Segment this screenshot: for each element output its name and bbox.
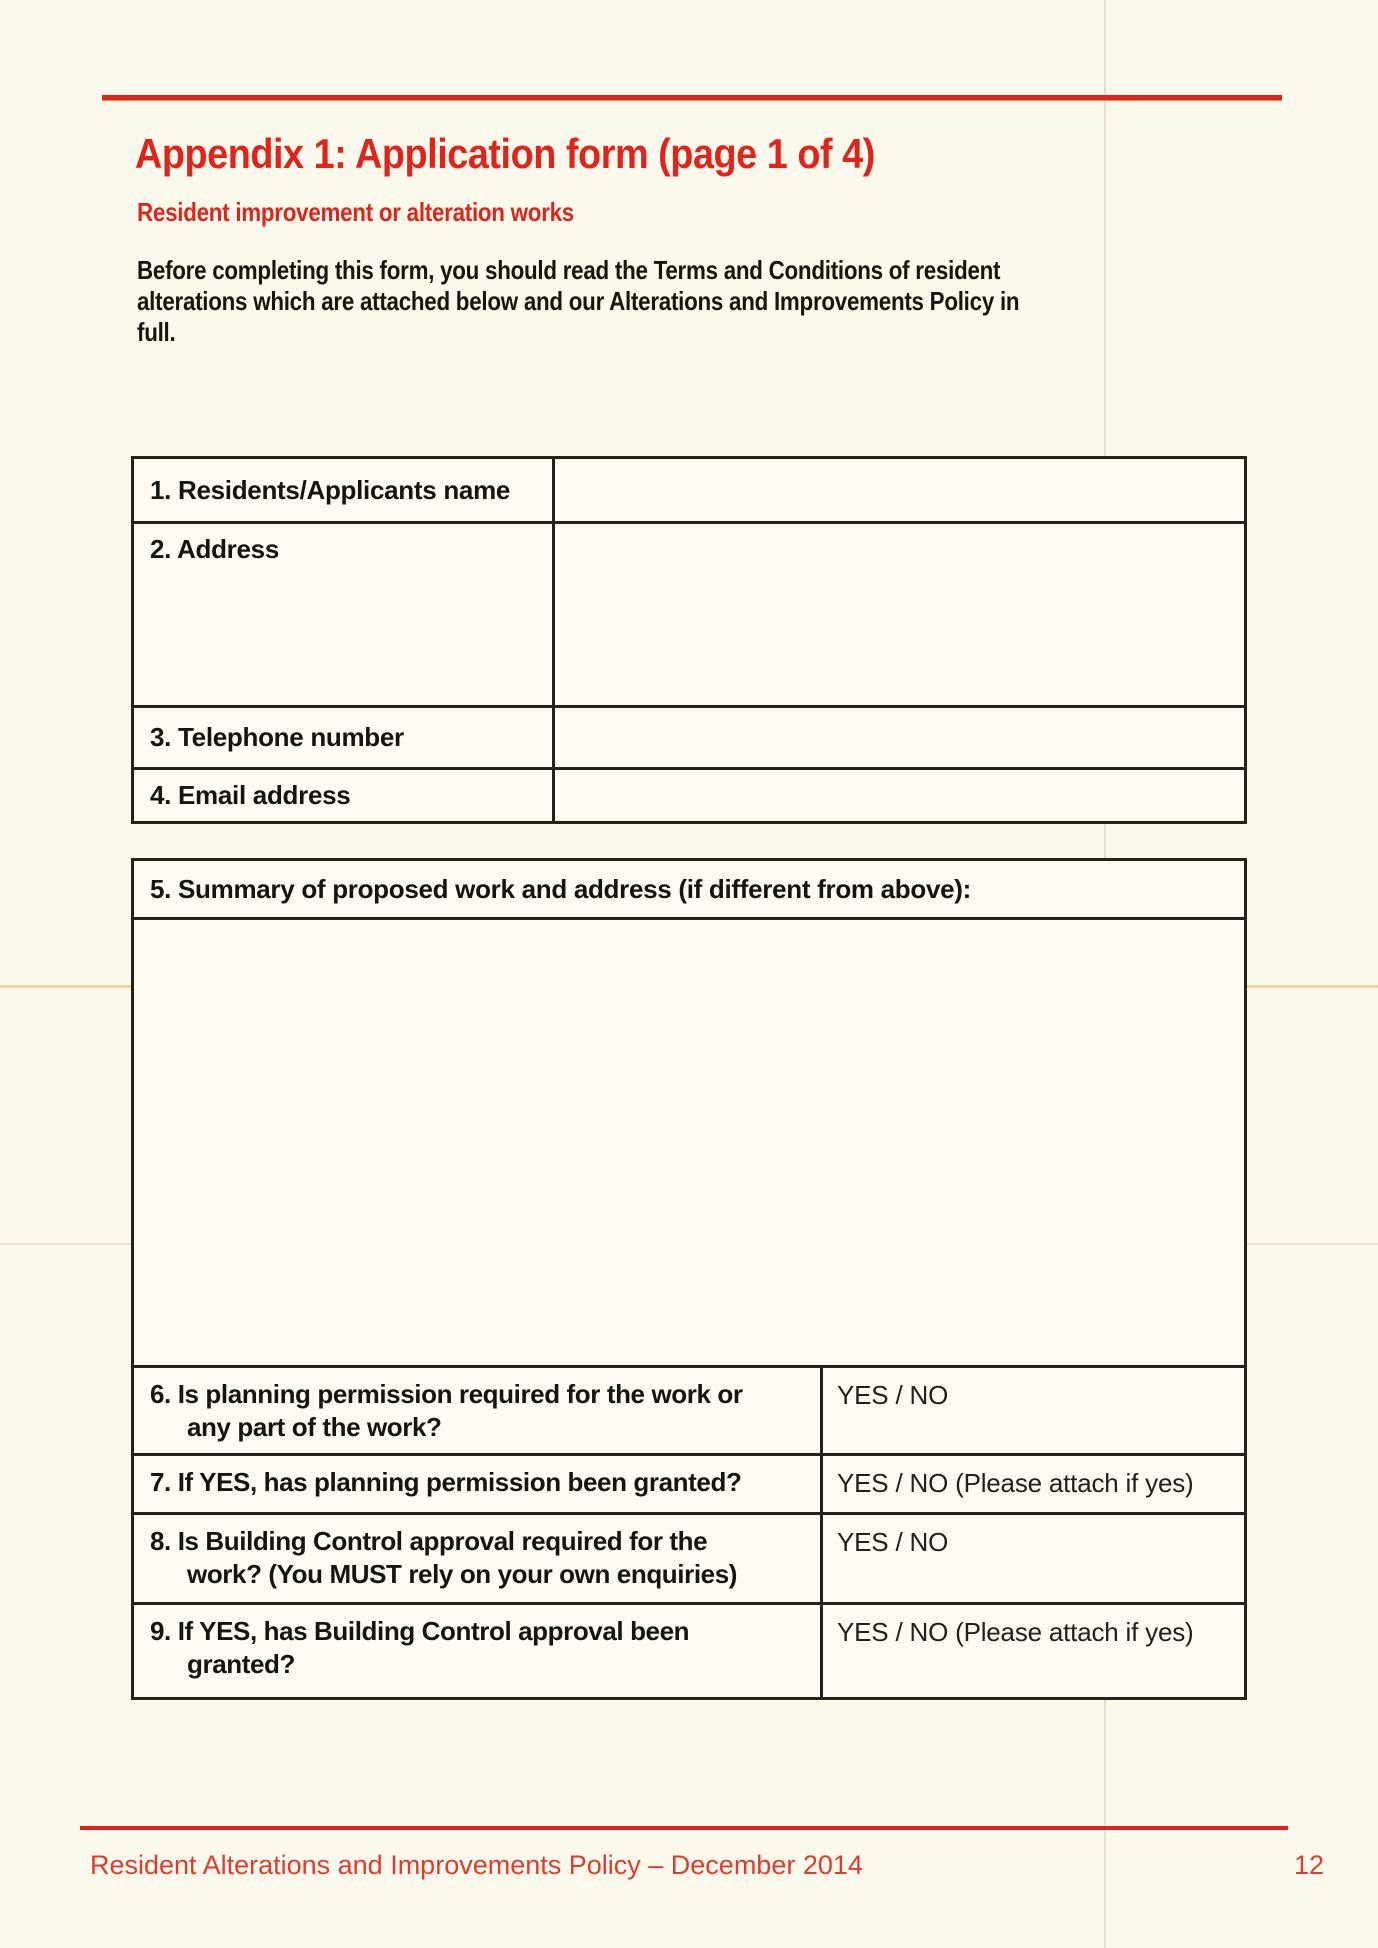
field-label-telephone: 3. Telephone number — [134, 708, 555, 767]
top-rule — [102, 95, 1282, 101]
field-value-telephone — [555, 708, 1244, 767]
question-cell-9 — [134, 1605, 823, 1697]
table-row — [134, 767, 1244, 821]
question-line: 6. Is planning permission required for the work or — [150, 1379, 743, 1409]
question-cell-7 — [134, 1456, 823, 1512]
field-label-email: 4. Email address — [134, 770, 555, 821]
answer-cell-9: YES / NO (Please attach if yes) — [837, 1617, 1194, 1647]
question-line: 9. If YES, has Building Control approval been — [150, 1616, 690, 1646]
question-line: granted? — [187, 1649, 296, 1679]
page-number: 12 — [1294, 1850, 1325, 1880]
question-row-7 — [134, 1453, 1244, 1512]
answer-cell-6: YES / NO — [837, 1380, 949, 1410]
intro-line: full. — [137, 317, 176, 347]
intro-line: Before completing this form, you should read the Terms and Conditions of resident — [137, 255, 1001, 285]
applicant-details-table — [131, 456, 1247, 824]
answer-cell-7: YES / NO (Please attach if yes) — [837, 1468, 1194, 1498]
table-row — [134, 459, 1244, 521]
question-row-6 — [134, 1365, 1244, 1453]
footer-rule — [80, 1826, 1288, 1830]
intro-line: alterations which are attached below and our Alterations and Improvements Policy in — [137, 286, 1020, 316]
field-label-residents-name: 1. Residents/Applicants name — [134, 459, 555, 521]
page-title: Appendix 1: Application form (page 1 of 4) — [135, 130, 875, 177]
field-label-address: 2. Address — [134, 524, 555, 705]
footer-text: Resident Alterations and Improvements Policy – December 2014 — [90, 1850, 863, 1880]
question-cell-6 — [134, 1368, 823, 1453]
field-value-address — [555, 524, 1244, 705]
question-row-9 — [134, 1602, 1244, 1697]
field-value-email — [555, 770, 1244, 821]
section-subtitle: Resident improvement or alteration works — [137, 197, 575, 227]
question-cell-8 — [134, 1515, 823, 1602]
intro-paragraph — [137, 255, 1019, 348]
field-value-residents-name — [555, 459, 1244, 521]
question-row-8 — [134, 1512, 1244, 1602]
work-questions-table — [131, 858, 1247, 1700]
table-row — [134, 521, 1244, 705]
answer-cell-8: YES / NO — [837, 1527, 949, 1557]
table-row — [134, 705, 1244, 767]
question-line: any part of the work? — [187, 1412, 442, 1442]
question-line: 7. If YES, has planning permission been granted? — [150, 1467, 742, 1497]
summary-input-area — [134, 920, 1244, 1365]
question-line: work? (You MUST rely on your own enquiries) — [187, 1559, 738, 1589]
question-line: 8. Is Building Control approval required for the — [150, 1526, 708, 1556]
summary-header: 5. Summary of proposed work and address (if different from above): — [134, 861, 1244, 920]
